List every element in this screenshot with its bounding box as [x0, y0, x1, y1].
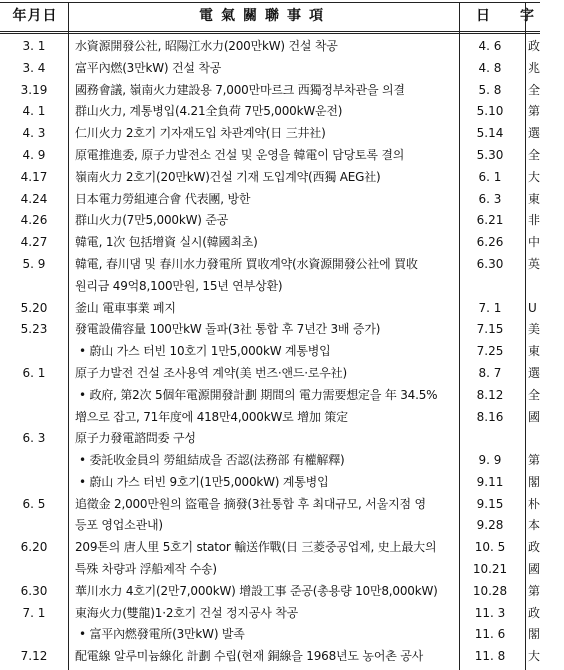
row-right-text: 閣: [528, 627, 541, 642]
row-right-text: 兆: [528, 60, 541, 75]
row-event: 仁川火力 2호기 기자재도입 차관계약(日 三井社): [75, 126, 326, 141]
row-right-text: 東: [528, 344, 541, 359]
row-right-text: 非: [528, 213, 541, 228]
row-right-text: 英: [528, 256, 541, 271]
row-event: • 政府, 第2次 5個年電源開發計劃 期間의 電力需要想定을 年 34.5%: [79, 387, 438, 402]
table-row: [0, 581, 540, 603]
row-date: 4.27: [20, 235, 48, 250]
row-event: 國務會議, 嶺南火力建設용 7,000만마르크 西獨정부차관을 의결: [75, 82, 405, 97]
row-right-date: 9.11: [476, 474, 504, 489]
row-date: [2, 450, 66, 472]
row-event: 韓電, 春川댐 및 春川水力發電所 買收계약(水資源開發公社에 買收: [75, 256, 418, 271]
row-right-date: 9.28: [476, 518, 504, 533]
row-event: 群山火力, 계통병입(4.21全負荷 7만5,000kW운전): [75, 104, 343, 119]
row-right-text: 大: [528, 649, 541, 664]
row-date: [2, 341, 66, 363]
row-right-date: 6.30: [476, 256, 504, 271]
row-date: 7. 1: [22, 605, 46, 620]
row-right-date: 8.16: [476, 409, 504, 424]
row-right-date: 11. 3: [474, 605, 506, 620]
row-event: 原子力發電諮問委 구성: [75, 431, 196, 446]
row-date: 3. 1: [22, 39, 46, 53]
table-row: [0, 276, 540, 298]
row-date: 3.19: [20, 82, 48, 97]
table-row: [0, 537, 540, 559]
row-right-date: 10.21: [472, 562, 508, 576]
row-right-text: 國: [528, 562, 541, 576]
table-row: [0, 646, 540, 668]
row-right-text: 第: [528, 453, 541, 468]
table-row: [0, 232, 540, 254]
row-date: [2, 407, 66, 429]
row-event: 發電設備容量 100만kW 돌파(3社 통합 후 7년간 3배 증가): [75, 322, 381, 337]
table-row: [0, 254, 540, 276]
row-event: • 蔚山 가스 터빈 9호기(1만5,000kW) 계통병입: [79, 474, 329, 489]
row-right-text: 選: [528, 126, 541, 141]
row-event: 원리금 49억8,100만원, 15년 연부상환): [75, 278, 283, 293]
table-row: [0, 101, 540, 123]
table-row: [0, 36, 540, 58]
row-event: 日本電力勞組連合會 代表團, 방한: [75, 191, 251, 206]
row-event: 群山火力(7만5,000kW) 준공: [75, 213, 229, 228]
row-right-date: 7.15: [476, 322, 504, 337]
table-row: [0, 472, 540, 494]
table-row: [0, 80, 540, 102]
row-date: 6. 3: [22, 431, 46, 446]
row-event: 釜山 電車事業 폐지: [75, 300, 176, 315]
row-date: 3. 4: [22, 60, 46, 75]
table-row: [0, 167, 540, 189]
row-date: 5. 9: [22, 256, 46, 271]
row-right-date: 4. 8: [478, 60, 502, 75]
table-row: [0, 494, 540, 516]
row-date: [2, 385, 66, 407]
row-right-date: 8.12: [476, 387, 504, 402]
table-row: [0, 603, 540, 625]
row-right-text: 閣: [528, 474, 541, 489]
row-right-text: 美: [528, 322, 541, 337]
row-right-text: 第: [528, 583, 541, 598]
row-right-text: 選: [528, 365, 541, 380]
row-right-date: 5.14: [476, 126, 504, 141]
row-right-date: 6. 3: [478, 191, 502, 206]
row-right-date: 5.30: [476, 148, 504, 162]
row-right-date: 6. 1: [478, 169, 502, 184]
row-right-date: 7.25: [476, 344, 504, 359]
row-event: 東海火力(雙龍)1·2호기 건설 정지공사 착공: [75, 605, 299, 620]
header-right-column: 日字: [476, 8, 564, 24]
row-date: 5.23: [20, 322, 48, 337]
row-date: 4.26: [20, 213, 48, 228]
row-event: 등포 영업소관내): [75, 518, 163, 533]
table-row: [0, 298, 540, 320]
row-right-text: 朴: [528, 496, 541, 511]
row-right-text: 中: [528, 235, 541, 250]
row-date: [2, 472, 66, 494]
table-row: [0, 450, 540, 472]
row-date: 7.12: [20, 649, 48, 664]
row-right-date: 8. 7: [478, 365, 502, 380]
row-date: [2, 624, 66, 646]
row-date: [2, 276, 66, 298]
row-right-text: 本: [528, 518, 541, 533]
row-right-text: 大: [528, 169, 541, 184]
row-right-date: 6.26: [476, 235, 504, 250]
row-date: 4. 1: [22, 104, 46, 119]
row-right-date: [462, 276, 518, 298]
row-right-date: 11. 8: [474, 649, 506, 664]
table-row: [0, 515, 540, 537]
table-row: [0, 210, 540, 232]
table-row: [0, 123, 540, 145]
row-right-text: 政: [528, 605, 541, 620]
row-right-text: [528, 428, 540, 450]
row-event: 增으로 잡고, 71年度에 418만4,000kW로 增加 策定: [75, 409, 348, 424]
row-right-date: 10.28: [472, 583, 508, 598]
row-right-text: 第: [528, 104, 541, 119]
table-row: [0, 319, 540, 341]
row-right-date: [462, 428, 518, 450]
row-right-text: 全: [528, 82, 541, 97]
row-event: 水資源開發公社, 昭陽江水力(200만kW) 건설 착공: [75, 39, 338, 53]
row-date: 5.20: [20, 300, 48, 315]
row-right-text: 政: [528, 39, 541, 53]
row-right-text: 全: [528, 148, 541, 162]
row-date: 4. 9: [22, 148, 46, 162]
row-right-text: 全: [528, 387, 541, 402]
row-right-date: 10. 5: [474, 540, 506, 555]
row-date: 4. 3: [22, 126, 46, 141]
row-date: 6.30: [20, 583, 48, 598]
row-event: 韓電, 1次 包括增資 실시(韓國최초): [75, 235, 258, 250]
row-date: 4.17: [20, 169, 48, 184]
header-events-column: 電氣關聯事項: [199, 8, 331, 24]
row-right-date: 5. 8: [478, 82, 502, 97]
row-event: 209톤의 唐人里 5호기 stator 輸送作戰(日 三菱중공업제, 史上最大의: [75, 540, 437, 555]
table-row: [0, 341, 540, 363]
row-event: 追徵金 2,000만원의 盜電을 摘發(3社통합 후 최대규모, 서울지점 영: [75, 496, 426, 511]
row-event: 華川水力 4호기(2만7,000kW) 增設工事 준공(총용량 10만8,000kW): [75, 583, 438, 598]
table-row: [0, 624, 540, 646]
table-row: [0, 407, 540, 429]
table-row: [0, 363, 540, 385]
row-date: 6.20: [20, 540, 48, 555]
row-right-date: 4. 6: [478, 39, 502, 53]
row-date: 6. 1: [22, 365, 46, 380]
row-event: • 富平內燃發電所(3만kW) 발족: [79, 627, 245, 642]
row-event: 富平內燃(3만kW) 건설 착공: [75, 60, 222, 75]
table-row: [0, 145, 540, 167]
row-date: [2, 559, 66, 581]
row-right-date: 5.10: [476, 104, 504, 119]
table-row: [0, 189, 540, 211]
row-event: 原子力발전 건설 조사용역 계약(美 번즈·앤드·로우社): [75, 365, 347, 380]
row-right-date: 9.15: [476, 496, 504, 511]
row-date: 4.24: [20, 191, 48, 206]
row-event: 配電線 알루미늄線化 計劃 수립(현재 銅線을 1968년도 농어촌 공사: [75, 649, 423, 664]
header-date-column: 年月日: [12, 8, 58, 24]
table-row: [0, 428, 540, 450]
row-event: 嶺南火力 2호기(20만kW)건설 기재 도입계약(西獨 AEG社): [75, 169, 381, 184]
row-right-text: [528, 276, 540, 298]
row-right-text: 國: [528, 409, 541, 424]
row-right-date: 7. 1: [478, 300, 502, 315]
row-right-date: 11. 6: [474, 627, 506, 642]
table-row: [0, 58, 540, 80]
table-row: [0, 385, 540, 407]
row-right-date: 6.21: [476, 213, 504, 228]
row-date: [2, 515, 66, 537]
row-right-text: 政: [528, 540, 541, 555]
row-right-date: 9. 9: [478, 453, 502, 468]
row-event: • 委託收金員의 勞組結成을 否認(法務部 有權解釋): [79, 453, 345, 468]
table-row: [0, 559, 540, 581]
row-event: 原電推進委, 原子力발전소 건설 및 운영을 韓電이 담당토록 결의: [75, 148, 405, 162]
row-right-text: U: [528, 300, 537, 315]
row-event: 특殊 차량과 浮船제작 수송): [75, 562, 217, 576]
row-event: • 蔚山 가스 터빈 10호기 1만5,000kW 계통병입: [79, 344, 331, 359]
row-right-text: 東: [528, 191, 541, 206]
row-date: 6. 5: [22, 496, 46, 511]
